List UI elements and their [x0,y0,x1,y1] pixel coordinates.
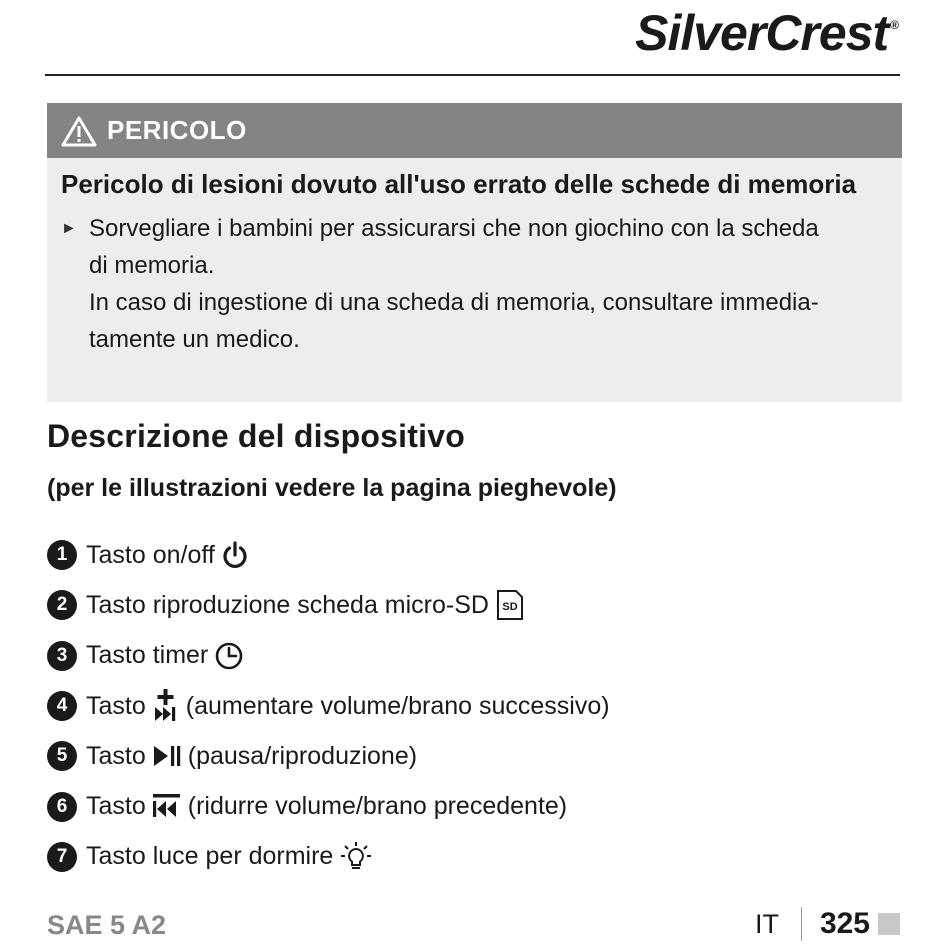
header-rule [45,74,900,76]
sleep-light-icon [339,841,373,873]
warning-triangle-icon [61,115,97,147]
volume-up-next-icon [152,689,180,723]
list-item: 4 Tasto (aumentare volume/brano successivo) [47,681,610,731]
list-item: 7 Tasto luce per dormire [47,832,610,882]
warning-line: ► Sorvegliare i bambini per assicurarsi che non giochino con la scheda [61,210,884,247]
warning-body [47,158,902,402]
item-number: 3 [47,641,77,671]
page-number: 325 [819,907,870,940]
sd-card-icon [495,589,525,621]
list-item: 5 Tasto (pausa/riproduzione) [47,731,610,781]
section-title: Descrizione del dispositivo [47,418,465,454]
volume-down-previous-icon [152,793,182,821]
warning-header [47,103,902,158]
footer-language: IT [754,908,779,939]
warning-line: tamente un medico. [89,326,300,353]
play-pause-icon [152,744,182,768]
footer-model: SAE 5 A2 [47,910,167,940]
device-parts-list [47,530,610,882]
item-number: 1 [47,540,77,570]
warning-line: di memoria. [89,252,215,279]
warning-title: Pericolo di lesioni dovuto all'uso errato delle schede di memoria [61,169,857,199]
footer-page-info [755,907,900,941]
item-number: 5 [47,741,77,771]
list-item: 6 Tasto (ridurre volume/brano precedente) [47,781,610,831]
warning-line: In caso di ingestione di una scheda di memoria, consultare immedia- [89,289,819,316]
warning-label: PERICOLO [107,115,247,145]
item-number: 4 [47,691,77,721]
page-marker [878,913,900,935]
brand-logo: SilverCrest ® [635,5,898,61]
svg-text:SD: SD [502,601,518,614]
footer-divider [801,907,802,941]
bullet-arrow-icon: ► [61,220,77,237]
power-icon [221,540,249,570]
item-number: 7 [47,842,77,872]
item-number: 2 [47,590,77,620]
timer-icon [214,641,244,671]
list-item: 2 Tasto riproduzione scheda micro-SD SD [47,580,610,630]
warning-list [61,210,884,358]
list-item: 3 Tasto timer [47,631,610,681]
section-subtitle: (per le illustrazioni vedere la pagina pieghevole) [47,474,617,502]
item-number: 6 [47,792,77,822]
list-item: 1 Tasto on/off [47,530,610,580]
